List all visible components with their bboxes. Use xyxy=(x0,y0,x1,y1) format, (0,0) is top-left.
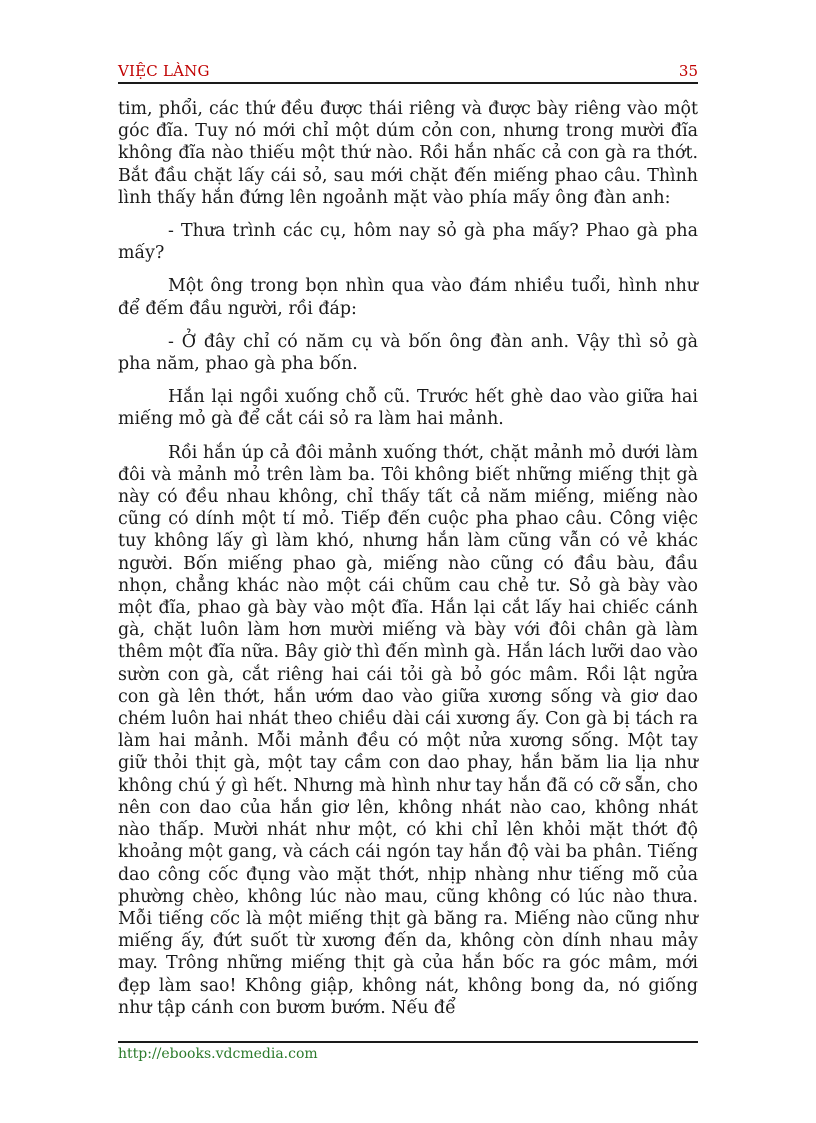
page-number: 35 xyxy=(678,62,698,80)
paragraph-6: Rồi hắn úp cả đôi mảnh xuống thớt, chặt mảnh mỏ dưới làm đôi và mảnh mỏ trên làm ba. Tôi không biết những miếng thịt gà này có đều nhau không, chỉ thấy tất cả năm miếng, miếng nào cũng có dính một tí mỏ. Tiếp đến cuộc pha phao câu. Công việc tuy không lấy gì làm khó, nhưng hắn làm cũng vẫn có vẻ khác người. Bốn miếng phao gà, miếng nào cũng có đầu bàu, đầu nhọn, chẳng khác nào một cái chũm cau chẻ tư. Sỏ gà bày vào một đĩa, phao gà bày vào một đĩa. Hắn lại cắt lấy hai chiếc cánh gà, chặt luôn làm hơn mười miếng và bày với đôi chân gà làm thêm một đĩa nữa. Bây giờ thì đến mình gà. Hắn lách lưỡi dao vào sườn con gà, cắt riêng hai cái tỏi gà bỏ góc mâm. Rồi lật ngửa con gà lên thớt, hắn ướm dao vào giữa xương sống và giơ dao chém luôn hai nhát theo chiều dài cái xương ấy. Con gà bị tách ra làm hai mảnh. Mỗi mảnh đều có một nửa xương sống. Một tay giữ thỏi thịt gà, một tay cầm con dao phay, hắn băm lia lịa như không chú ý gì hết. Nhưng mà hình như tay hắn đã có cỡ sẵn, cho nên con dao của hắn giơ lên, không nhát nào cao, không nhát nào thấp. Mười nhát như một, có khi chỉ lên khỏi mặt thớt độ khoảng một gang, và cách cái ngón tay hắn độ vài ba phân. Tiếng dao công cốc đụng vào mặt thớt, nhịp nhàng như tiếng mõ của phường chèo, không lúc nào mau, cũng không có lúc nào thưa. Mỗi tiếng cốc là một miếng thịt gà băng ra. Miếng nào cũng như miếng ấy, đứt suốt từ xương đến da, không còn dính nhau mảy may. Trông những miếng thịt gà của hắn bốc ra góc mâm, mới đẹp làm sao! Không giập, không nát, không bong da, nó giống như tập cánh con bươm bướm. Nếu để xyxy=(118,442,698,1018)
footer-divider xyxy=(118,1041,698,1043)
paragraph-5: Hắn lại ngồi xuống chỗ cũ. Trước hết ghè dao vào giữa hai miếng mỏ gà để cắt cái sỏ ra làm hai mảnh. xyxy=(118,387,698,430)
page-header xyxy=(118,60,698,84)
paragraph-4: - Ở đây chỉ có năm cụ và bốn ông đàn anh. Vậy thì sỏ gà pha năm, phao gà pha bốn. xyxy=(118,331,698,375)
paragraph-1: tim, phổi, các thứ đều được thái riêng và được bày riêng vào một góc đĩa. Tuy nó mới chỉ một dúm cỏn con, nhưng trong mười đĩa không đĩa nào thiếu một thứ nào. Rồi hắn nhấc cả con gà ra thớt. Bắt đầu chặt lấy cái sỏ, sau mới chặt đến miếng phao câu. Thình lình thấy hắn đứng lên ngoảnh mặt vào phía mấy ông đàn anh: xyxy=(118,99,698,208)
chapter-title: VIỆC LÀNG xyxy=(118,62,210,80)
paragraph-3: Một ông trong bọn nhìn qua vào đám nhiều tuổi, hình như để đếm đầu người, rồi đáp: xyxy=(118,276,698,319)
footer-link[interactable]: http://ebooks.vdcmedia.com xyxy=(118,1046,318,1062)
body-text xyxy=(118,98,698,1030)
paragraph-2: - Thưa trình các cụ, hôm nay sỏ gà pha mấy? Phao gà pha mấy? xyxy=(118,221,698,264)
